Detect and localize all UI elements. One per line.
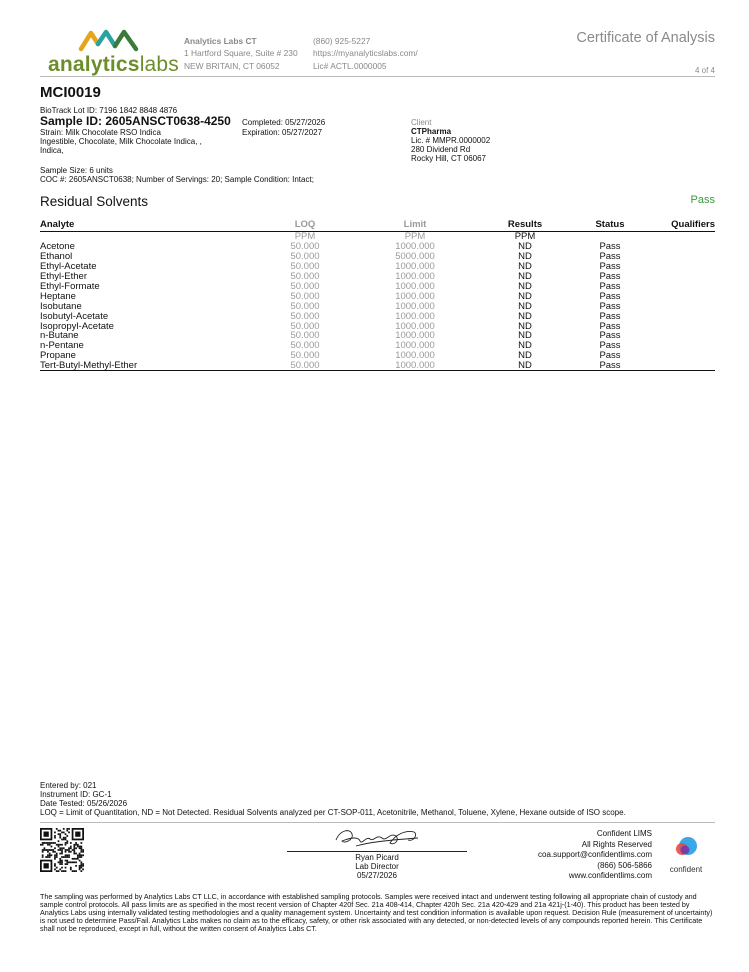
confident-logo-text: confident xyxy=(669,865,703,874)
client-name: CTPharma xyxy=(411,127,452,136)
sample-id: Sample ID: 2605ANSCT0638-4250 xyxy=(40,114,231,128)
strain: Strain: Milk Chocolate RSO Indica xyxy=(40,128,161,137)
cell-loq: 50.000 xyxy=(290,300,320,312)
cell-loq: 50.000 xyxy=(290,271,320,283)
cell-loq: 50.000 xyxy=(290,320,320,332)
col-header-status: Status xyxy=(570,220,650,231)
cell-loq: 50.000 xyxy=(290,261,320,273)
cell-analyte: Acetone xyxy=(40,241,75,253)
cell-result: ND xyxy=(518,290,532,302)
logo-mark-icon xyxy=(78,28,140,52)
cell-status: Pass xyxy=(599,271,621,283)
cell-limit: 1000.000 xyxy=(395,330,435,342)
company-logo: analyticslabs xyxy=(48,53,180,76)
cell-qualifiers xyxy=(650,291,715,301)
cell-qualifiers xyxy=(650,321,715,331)
lab-license: Lic# ACTL.0000005 xyxy=(313,60,387,71)
disclaimer: The sampling was performed by Analytics Labs CT LLC, in accordance with established sampling protocols. Samples were received intact and underwent testing following all appropriate chain of custody and sample control protocols. All pass limits are as specified in the most recent version of Chapter 420f Sec. 21a 408-414, Chapter 420h Sec. 21a 420-429 and 21a 421j-(1-40). This product has been tested by Analytics Labs using internally validated testing methodologies and a quality management system. Uncertainty and test condition information is available upon request. Decision Rule (measurement of uncertainty) is not used to determine Pass/Fail. Analytics Labs makes no claim as to the efficacy, safety, or other risk associated with any detected, or non-detected levels of any compounds reported herein. This Certificate shall not be reproduced, except in full, without the written consent of Analytics Labs CT. xyxy=(40,892,713,933)
cell-loq: 50.000 xyxy=(290,310,320,322)
cell-qualifiers xyxy=(650,351,715,361)
cell-qualifiers xyxy=(650,361,715,371)
lims-name: Confident LIMS xyxy=(596,829,652,838)
footer-divider xyxy=(40,822,715,823)
cell-result: ND xyxy=(518,241,532,253)
cell-qualifiers xyxy=(650,331,715,341)
qr-code-icon xyxy=(40,828,84,872)
col-header-loq: LOQ xyxy=(260,220,350,231)
cell-analyte: Ethyl-Ether xyxy=(40,271,87,283)
col-header-qualifiers: Qualifiers xyxy=(650,220,715,231)
unit-loq: PPM xyxy=(294,231,316,243)
cell-analyte: Tert-Butyl-Methyl-Ether xyxy=(40,361,260,371)
lab-info xyxy=(184,35,298,72)
cell-result: ND xyxy=(518,261,532,273)
col-header-limit: Limit xyxy=(350,220,480,231)
cell-analyte: Isopropyl-Acetate xyxy=(40,320,114,332)
date-tested: Date Tested: 05/26/2026 xyxy=(40,799,128,808)
table-header-row xyxy=(40,220,715,231)
signer-info xyxy=(287,853,467,880)
cell-status: Pass xyxy=(599,261,621,273)
lab-address-line-1: 1 Hartford Square, Suite # 230 xyxy=(184,48,298,59)
lab-contact xyxy=(313,35,418,72)
signer-title: Lab Director xyxy=(355,862,399,871)
cell-analyte: Heptane xyxy=(40,290,76,302)
client-address-1: 280 Dividend Rd xyxy=(411,145,471,154)
cell-limit: 1000.000 xyxy=(395,340,435,352)
cell-analyte: Ethyl-Acetate xyxy=(40,261,97,273)
cell-loq: 50.000 xyxy=(290,330,320,342)
cell-limit: 1000.000 xyxy=(395,241,435,253)
cell-status: Pass xyxy=(599,310,621,322)
page-number: 4 of 4 xyxy=(694,66,715,75)
cell-result: ND xyxy=(518,350,532,362)
signature-line xyxy=(287,851,467,852)
category-line-2: Indica, xyxy=(40,146,64,155)
cell-loq: 50.000 xyxy=(290,340,320,352)
cell-result: ND xyxy=(518,330,532,342)
cell-analyte: n-Butane xyxy=(40,330,79,342)
units-row xyxy=(40,231,715,242)
client-license: Lic. # MMPR.0000002 xyxy=(411,136,491,145)
biotrack-lot-id: BioTrack Lot ID: 7196 1842 8848 4876 xyxy=(40,106,178,115)
cell-status: Pass xyxy=(599,300,621,312)
results-table xyxy=(40,220,715,371)
cell-result: ND xyxy=(480,361,570,371)
cell-analyte: Isobutyl-Acetate xyxy=(40,310,109,322)
lab-website: https://myanalyticslabs.com/ xyxy=(313,48,418,59)
cell-result: ND xyxy=(518,281,532,292)
cell-analyte: Propane xyxy=(40,350,76,362)
cell-limit: 1000.000 xyxy=(395,300,435,312)
cell-qualifiers xyxy=(650,311,715,321)
cell-result: ND xyxy=(518,300,532,312)
expiration-date: Expiration: 05/27/2027 xyxy=(242,128,323,137)
confident-logo xyxy=(663,836,709,874)
entered-by: Entered by: 021 xyxy=(40,781,97,790)
strain-info xyxy=(40,128,240,155)
cell-qualifiers xyxy=(650,282,715,292)
cell-status: Pass xyxy=(599,340,621,352)
lims-phone: (866) 506-5866 xyxy=(597,860,652,870)
cell-status: Pass xyxy=(599,290,621,302)
lims-rights: All Rights Reserved xyxy=(581,839,652,849)
cell-analyte: n-Pentane xyxy=(40,340,84,352)
cell-loq: 50.000 xyxy=(290,241,320,253)
cell-status: Pass xyxy=(599,241,621,253)
table-row xyxy=(40,291,715,301)
completed-date: Completed: 05/27/2026 xyxy=(242,118,326,127)
signer-name: Ryan Picard xyxy=(355,853,399,862)
cell-qualifiers xyxy=(650,252,715,262)
section-status-badge: Pass xyxy=(690,194,715,206)
client-address-2: Rocky Hill, CT 06067 xyxy=(411,154,486,163)
cell-status: Pass xyxy=(570,361,650,371)
cell-limit: 1000.000 xyxy=(350,361,480,371)
cell-limit: 1000.000 xyxy=(395,310,435,322)
sample-size-info xyxy=(40,166,314,184)
cell-qualifiers xyxy=(650,341,715,351)
cell-analyte: Isobutane xyxy=(40,300,82,312)
cell-loq: 50.000 xyxy=(290,281,320,292)
dates-info xyxy=(242,118,325,138)
cell-limit: 1000.000 xyxy=(395,350,435,362)
col-header-results: Results xyxy=(480,220,570,231)
cell-qualifiers xyxy=(650,242,715,252)
table-row xyxy=(40,282,715,292)
test-notes xyxy=(40,781,626,817)
lims-email: coa.support@confidentlims.com xyxy=(538,850,652,860)
table-row xyxy=(40,301,715,311)
unit-limit: PPM xyxy=(404,231,426,243)
lims-info xyxy=(500,829,652,882)
table-body xyxy=(40,231,715,371)
table-row xyxy=(40,311,715,321)
col-header-analyte: Analyte xyxy=(40,220,260,231)
cell-result: ND xyxy=(518,251,532,263)
category-line-1: Ingestible, Chocolate, Milk Chocolate Indica, , xyxy=(40,137,202,146)
sample-size: Sample Size: 6 units xyxy=(40,166,113,175)
cell-status: Pass xyxy=(599,281,621,292)
table-row xyxy=(40,361,715,371)
cell-status: Pass xyxy=(599,251,621,263)
cell-qualifiers xyxy=(650,262,715,272)
confident-logo-icon xyxy=(674,836,698,858)
section-title: Residual Solvents xyxy=(40,194,149,209)
cell-loq: 50.000 xyxy=(290,251,320,263)
cell-limit: 1000.000 xyxy=(395,281,435,292)
cell-status: Pass xyxy=(599,320,621,332)
cell-status: Pass xyxy=(599,330,621,342)
cell-limit: 5000.000 xyxy=(395,251,435,263)
signed-date: 05/27/2026 xyxy=(356,871,398,880)
unit-results: PPM xyxy=(514,231,536,243)
cell-result: ND xyxy=(518,320,532,332)
cell-limit: 1000.000 xyxy=(395,261,435,273)
cell-analyte: Ethyl-Formate xyxy=(40,281,100,292)
client-label: Client xyxy=(411,118,432,127)
document-title: Certificate of Analysis xyxy=(576,30,715,46)
signature-icon xyxy=(330,826,424,850)
header-divider xyxy=(40,76,715,77)
client-info xyxy=(411,118,490,163)
cell-result: ND xyxy=(518,310,532,322)
cell-qualifiers xyxy=(650,272,715,282)
cell-loq: 50.000 xyxy=(290,350,320,362)
cell-status: Pass xyxy=(599,350,621,362)
instrument-id: Instrument ID: GC-1 xyxy=(40,790,112,799)
cell-limit: 1000.000 xyxy=(395,271,435,283)
cell-limit: 1000.000 xyxy=(395,320,435,332)
lab-phone: (860) 925-5227 xyxy=(313,36,371,46)
lab-name: Analytics Labs CT xyxy=(184,36,257,46)
cell-loq: 50.000 xyxy=(260,361,350,371)
loq-note: LOQ = Limit of Quantitation, ND = Not Detected. Residual Solvents analyzed per CT-SOP-011, Acetonitrile, Methanol, Toluene, Xylene, Hexane outside of ISO scope. xyxy=(40,808,626,817)
cell-loq: 50.000 xyxy=(290,290,320,302)
cell-result: ND xyxy=(518,340,532,352)
coc-info: COC #: 2605ANSCT0638; Number of Servings: 20; Sample Condition: Intact; xyxy=(40,175,314,184)
cell-result: ND xyxy=(518,271,532,283)
lab-address-line-2: NEW BRITAIN, CT 06052 xyxy=(184,60,280,71)
cell-limit: 1000.000 xyxy=(395,290,435,302)
lims-website: www.confidentlims.com xyxy=(568,871,652,881)
cell-analyte: Ethanol xyxy=(40,251,73,263)
batch-id: MCI0019 xyxy=(40,84,101,101)
cell-qualifiers xyxy=(650,301,715,311)
